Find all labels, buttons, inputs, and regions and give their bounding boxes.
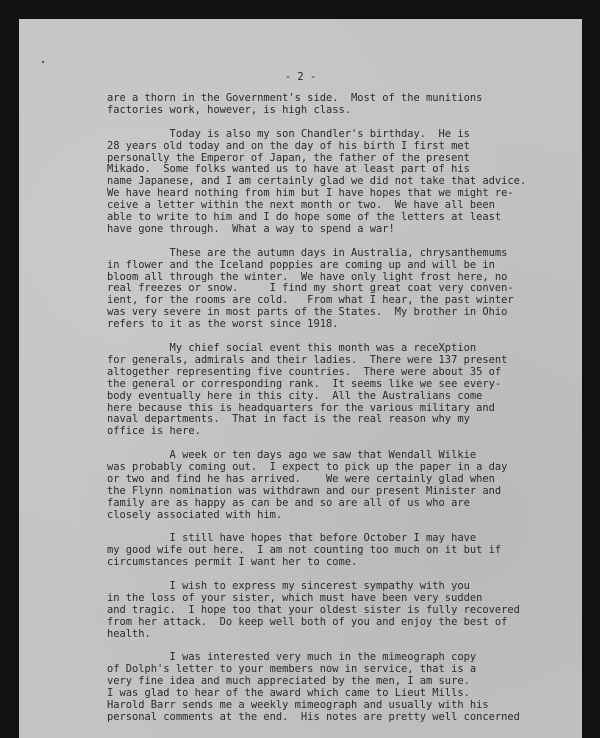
text-line: was probably coming out. I expect to pick up the paper in a day (107, 461, 508, 474)
text-line: for generals, admirals and their ladies. There were 137 present (107, 353, 508, 366)
text-line: was very severe in most parts of the States. My brother in Ohio (107, 306, 508, 319)
text-line: We have heard nothing from him but I have hopes that we might re- (107, 187, 514, 200)
page-number: - 2 - (284, 71, 317, 83)
text-line: able to write to him and I do hope some of the letters at least (107, 211, 502, 224)
text-line: and tragic. I hope too that your oldest sister is fully recovered (107, 603, 520, 616)
letter-page (19, 19, 582, 738)
paragraph (107, 450, 577, 521)
text-line: the general or corresponding rank. It seems like we see every- (107, 377, 502, 390)
paragraph (107, 129, 577, 236)
paragraph (107, 343, 577, 438)
text-line: are a thorn in the Government's side. Most of the munitions (107, 92, 483, 104)
text-line: I still have hopes that before October I may have (107, 532, 477, 545)
paragraph (107, 93, 577, 117)
text-line: 28 years old today and on the day of his birth I first met (107, 139, 470, 152)
paragraph (107, 581, 577, 641)
paragraph (107, 248, 577, 331)
text-line: bloom all through the winter. We have only light frost here, no (107, 270, 508, 283)
text-line: body eventually here in this city. All the Australians come (107, 389, 483, 402)
text-line: very fine idea and much appreciated by the men, I am sure. (107, 675, 470, 688)
text-line: of Dolph's letter to your members now in service, that is a (107, 663, 477, 676)
text-line: Today is also my son Chandler's birthday. He is (107, 127, 470, 140)
text-line: name Japanese, and I am certainly glad we did not take that advice. (107, 175, 527, 188)
text-line: ceive a letter within the next month or two. We have all been (107, 199, 495, 212)
text-line: Mikado. Some folks wanted us to have at least part of his (107, 163, 470, 176)
text-line: from her attack. Do keep well both of you and enjoy the best of (107, 615, 508, 628)
text-line: personal comments at the end. His notes are pretty well concerned (107, 711, 520, 724)
text-line: These are the autumn days in Australia, chrysanthemums (107, 246, 508, 259)
paragraph (107, 652, 577, 723)
text-line: closely associated with him. (107, 508, 283, 521)
paragraph (107, 533, 577, 569)
text-line: personally the Emperor of Japan, the father of the present (107, 151, 470, 164)
text-line: My chief social event this month was a receXption (107, 341, 477, 354)
text-line: family are as happy as can be and so are all of us who are (107, 496, 470, 509)
text-line: in the loss of your sister, which must have been very sudden (107, 591, 483, 604)
text-line: ient, for the rooms are cold. From what I hear, the past winter (107, 294, 514, 307)
text-line: naval departments. That in fact is the real reason why my (107, 413, 470, 426)
text-line: office is here. (107, 425, 201, 438)
text-line: Harold Barr sends me a weekly mimeograph and usually with his (107, 699, 489, 712)
text-line: the Flynn nomination was withdrawn and our present Minister and (107, 484, 502, 497)
text-line: have gone through. What a way to spend a war! (107, 222, 395, 235)
text-line: or two and find he has arrived. We were certainly glad when (107, 472, 495, 485)
text-line: refers to it as the worst since 1918. (107, 318, 339, 331)
paper-speck (42, 61, 44, 63)
text-line: here because this is headquarters for the various military and (107, 401, 495, 414)
text-line: in flower and the Iceland poppies are coming up and will be in (107, 258, 495, 271)
letter-body (107, 93, 577, 736)
text-line: factories work, however, is high class. (107, 103, 351, 116)
text-line: my good wife out here. I am not counting too much on it but if (107, 544, 502, 557)
text-line: real freezes or snow. I find my short great coat very conven- (107, 282, 514, 295)
text-line: A week or ten days ago we saw that Wendall Wilkie (107, 449, 477, 462)
text-line: I was interested very much in the mimeograph copy (107, 651, 477, 664)
text-line: circumstances permit I want her to come. (107, 556, 358, 569)
text-line: I was glad to hear of the award which came to Lieut Mills. (107, 687, 470, 700)
text-line: I wish to express my sincerest sympathy with you (107, 580, 470, 593)
text-line: health. (107, 627, 151, 640)
text-line: altogether representing five countries. There were about 35 of (107, 365, 502, 378)
